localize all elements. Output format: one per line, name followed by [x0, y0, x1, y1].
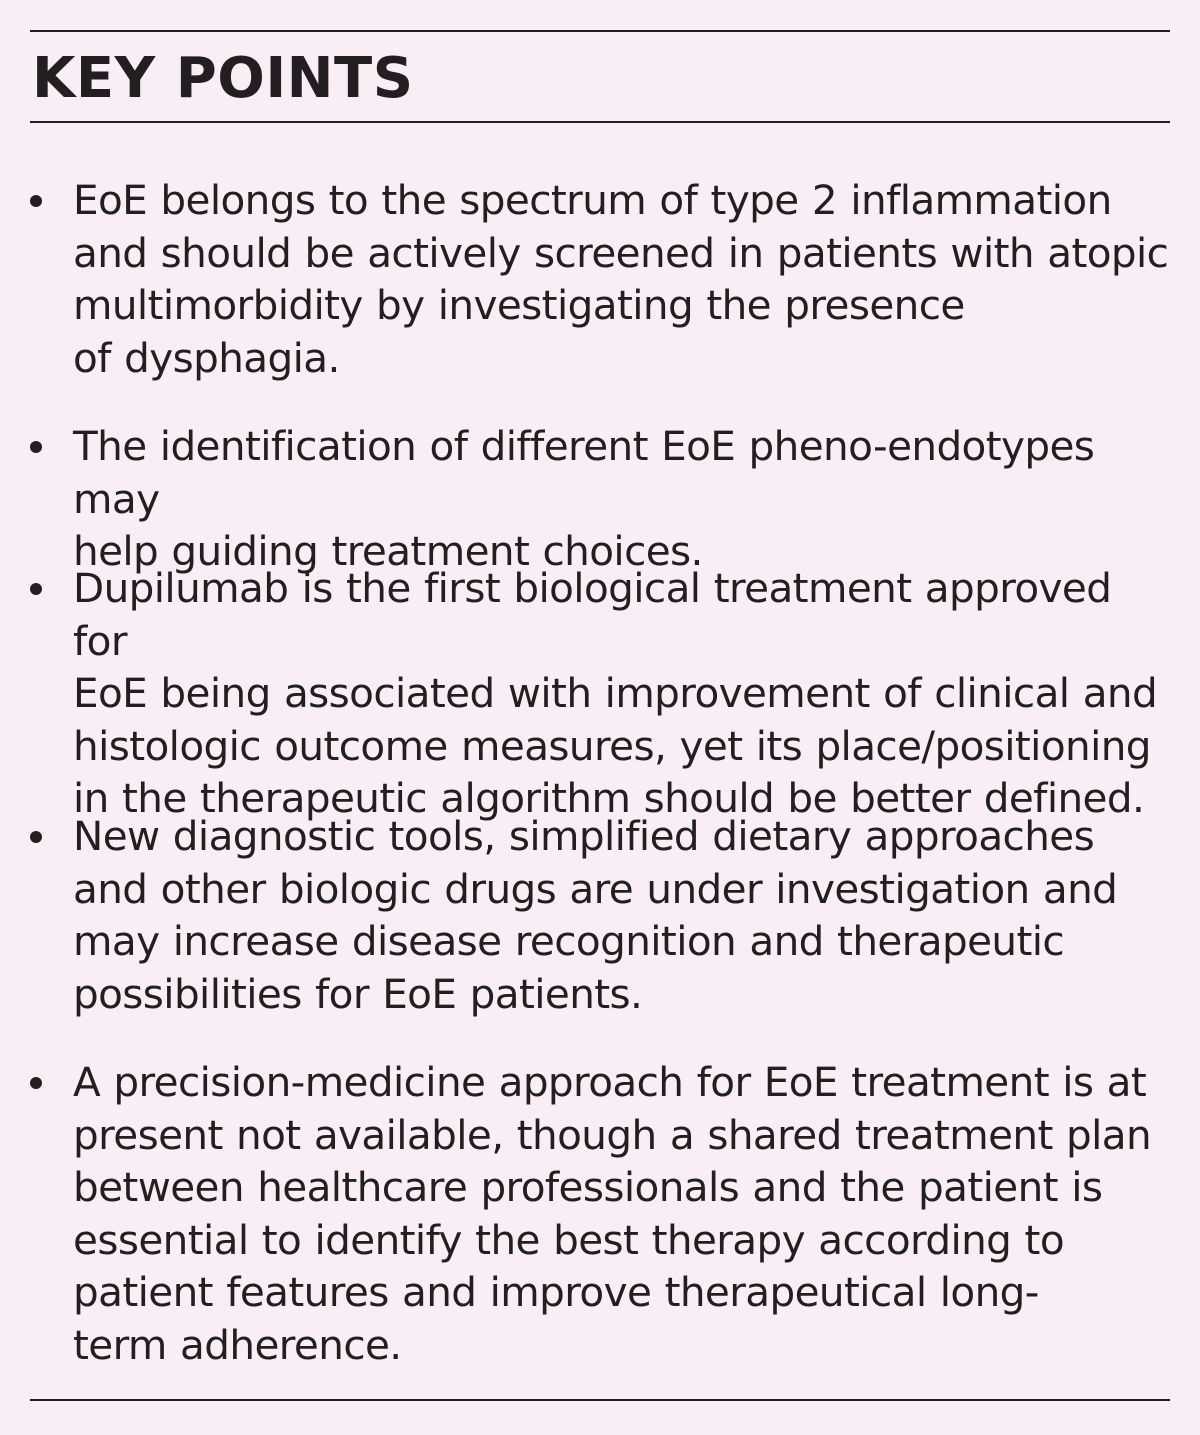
bullet-icon — [30, 1077, 42, 1089]
key-point-text: A precision-medicine approach for EoE treatment is at present not available, though a shared treatment plan between healthcare professionals and the patient is essential to identify the best therapy according to patient features and improve therapeutical long- term adherence. — [73, 1058, 1152, 1369]
bullet-icon — [30, 831, 42, 843]
bullet-icon — [30, 441, 42, 453]
bullet-icon — [30, 195, 42, 207]
title-rule — [30, 121, 1170, 123]
bullet-icon — [30, 583, 42, 595]
key-point-text: EoE belongs to the spectrum of type 2 inflammation and should be actively screened in patients with atopic multimorbidity by investigating the presence of dysphagia. — [73, 176, 1169, 382]
key-points-box — [30, 0, 1170, 1435]
key-point-text: New diagnostic tools, simplified dietary approaches and other biologic drugs are under investigation and may increase disease recognition and therapeutic possibilities for EoE patients. — [73, 812, 1118, 1018]
top-rule — [30, 30, 1170, 32]
key-point-text: Dupilumab is the first biological treatment approved for EoE being associated with improvement of clinical and histologic outcome measures, yet its place/positioning in the therapeutic algorithm should be better defined. — [73, 564, 1158, 822]
section-title: KEY POINTS — [32, 46, 414, 111]
bottom-rule — [30, 1399, 1170, 1401]
key-point-text: The identification of different EoE pheno-endotypes may help guiding treatment choices. — [73, 422, 1095, 575]
